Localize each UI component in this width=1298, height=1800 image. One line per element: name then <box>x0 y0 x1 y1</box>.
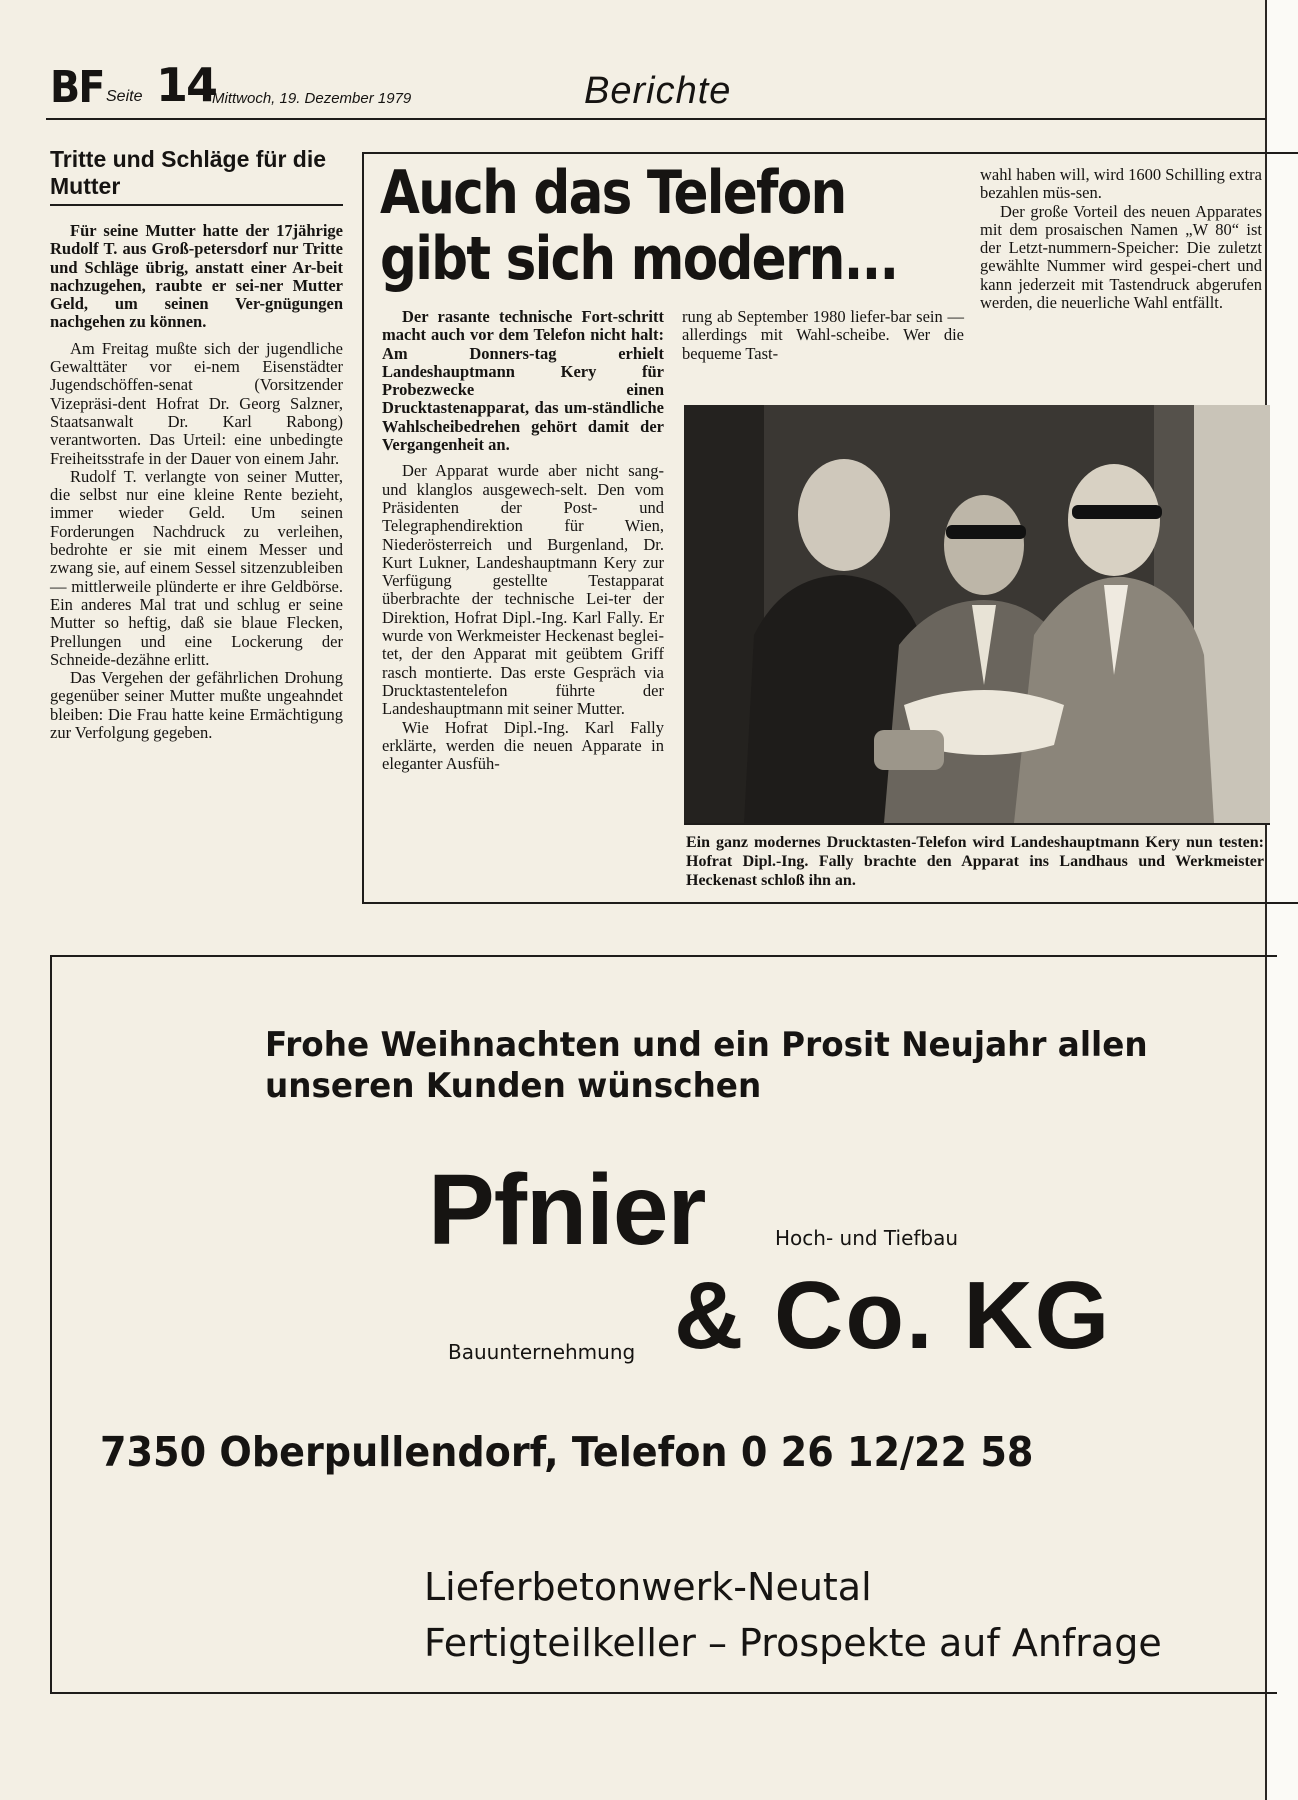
photo-caption: Ein ganz modernes Drucktasten-Telefon wird Landeshauptmann Kery nun testen: Hofrat Dipl.-Ing. Fally brachte den Apparat ins Landhaus und Werkmeister Heckenast schloß ihn an. <box>686 834 1264 889</box>
left-article-paragraph: Das Vergehen der gefährlichen Drohung gegenüber seiner Mutter mußte ungeahndet bleiben: Die Frau hatte keine Ermächtigung zur Verfolgung gegeben. <box>50 668 343 743</box>
ad-greeting <box>265 1025 1206 1107</box>
ad-tagline-top: Hoch- und Tiefbau <box>775 1226 959 1250</box>
main-article-headline <box>380 158 898 294</box>
left-title-rule <box>50 204 343 206</box>
ad-company-suffix: & Co. KG <box>674 1262 1112 1369</box>
ad-greeting-line: unseren Kunden wünschen <box>265 1066 762 1106</box>
headline-line: Auch das Telefon <box>380 158 846 228</box>
main-article-paragraph: rung ab September 1980 liefer-bar sein — allerdings mit Wahl-scheibe. Wer die bequeme Tast- <box>682 307 964 363</box>
main-article-column-1 <box>382 308 664 773</box>
ad-greeting-line: Frohe Weihnachten und ein Prosit Neujahr allen <box>265 1025 1148 1065</box>
ad-company-name: Pfnier <box>428 1154 706 1266</box>
main-article-column-3 <box>980 166 1262 312</box>
photo-illustration <box>684 405 1270 823</box>
left-article-paragraph: Rudolf T. verlangte von seiner Mutter, die selbst nur eine kleine Rente bezieht, immer wieder Geld. Um seinen Forderungen Nachdruck zu verleihen, bedrohte er sie mit einem Messer und zwang sie, auf einem Sessel sitzenzubleiben — mittlerweile plünderte er ihre Geldbörse. Ein anderes Mal trat und schlug er seine Mutter so heftig, daß sie blaue Flecken, Prellungen und eine Lockerung der Schneide-dezähne erlitt. <box>50 466 343 669</box>
header-rule <box>46 118 1266 120</box>
page-label: Seite <box>106 88 143 105</box>
ad-address: 7350 Oberpullendorf, Telefon 0 26 12/22 58 <box>100 1428 1034 1476</box>
main-article-paragraph: Wie Hofrat Dipl.-Ing. Karl Fally erklärte, werden die neuen Apparate in eleganter Ausfüh- <box>382 717 664 774</box>
main-article-column-2 <box>682 308 964 363</box>
main-article-paragraph: Der Apparat wurde aber nicht sang- und klanglos ausgewech-selt. Den vom Präsidenten der Post- und Telegraphendirektion für Wien, Niederösterreich und Burgenland, Dr. Kurt Lukner, Landeshauptmann Kery zur Verfügung gestellte Testapparat überbrachte der technische Lei-ter der Direktion, Hofrat Dipl.-Ing. Karl Fally. Er wurde von Werkmeister Heckenast beglei-tet, der den Apparat mit geübtem Griff rasch montierte. Das erste Gespräch via Drucktastentelefon führte der Landeshauptmann mit seiner Mutter. <box>382 461 664 719</box>
main-article-lead: Der rasante technische Fort-schritt macht auch vor dem Telefon nicht halt: Am Donners-tag erhielt Landeshauptmann Kery für Probezwecke einen Drucktastenapparat, das um-ständliche Wahlscheibedrehen gehört damit der Vergangenheit an. <box>382 307 664 455</box>
left-article-lead: Für seine Mutter hatte der 17jährige Rudolf T. aus Groß-petersdorf nur Tritte und Schläge übrig, anstatt einer Ar-beit nachzugehen, raubte er sei-ner Mutter Geld, um seinen Ver-gnügungen nachgehen zu können. <box>50 221 343 332</box>
news-photo <box>684 405 1270 825</box>
masthead-logo: BF <box>50 62 104 113</box>
left-article-paragraph: Am Freitag mußte sich der jugendliche Gewalttäter vor ei-nem Eisenstädter Jugendschöffen-senat (Vorsitzender Vizepräsi-dent Hofrat Dr. Georg Salzner, Staatsanwalt Dr. Karl Rabong) verantworten. Das Urteil: eine unbedingte Freiheitsstrafe in der Dauer von einem Jahr. <box>50 338 343 468</box>
main-article-paragraph: wahl haben will, wird 1600 Schilling extra bezahlen müs-sen. <box>980 165 1262 203</box>
ad-line-1: Lieferbetonwerk-Neutal <box>424 1565 872 1609</box>
left-article-title: Tritte und Schläge für die Mutter <box>50 146 327 199</box>
section-title: Berichte <box>584 70 732 112</box>
left-article-body <box>50 222 343 742</box>
ad-tagline-bottom: Bauunternehmung <box>448 1340 636 1364</box>
headline-line: gibt sich modern... <box>380 224 898 294</box>
main-article-paragraph: Der große Vorteil des neuen Apparates mit dem prosaischen Namen „W 80“ ist der Letzt-nummern-Speicher: Die zuletzt gewählte Nummer wird gespei-chert und kann jederzeit mit Tastendruck abgerufen werden, die neuerliche Wahl entfällt. <box>980 201 1262 313</box>
ad-line-2: Fertigteilkeller – Prospekte auf Anfrage <box>424 1621 1162 1665</box>
issue-date: Mittwoch, 19. Dezember 1979 <box>212 90 412 107</box>
page-number: 14 <box>156 58 217 112</box>
